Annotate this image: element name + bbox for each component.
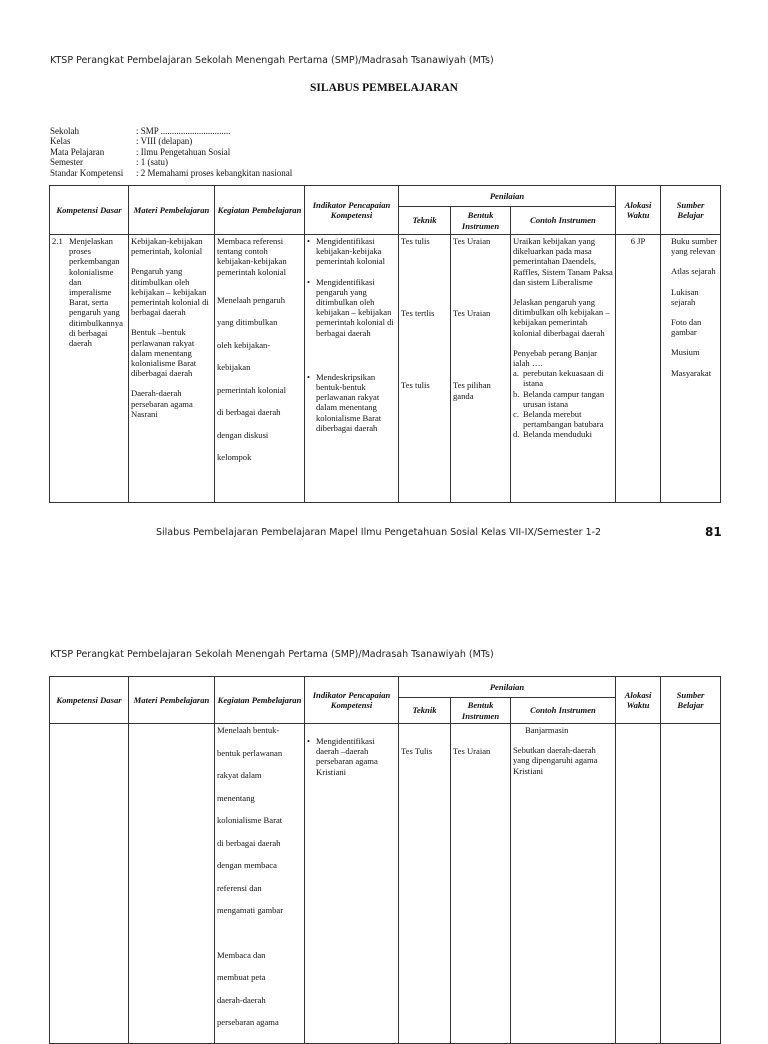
cell-contoh (511, 724, 616, 1044)
indikator-item: Mengidentifikasi daerah –daerah persebaran agama Kristiani (316, 736, 378, 777)
cell-bentuk (451, 724, 511, 1044)
bullet-icon: • (307, 371, 311, 382)
cell-kegiatan (215, 235, 305, 503)
col-bentuk: Bentuk Instrumen (451, 698, 511, 724)
cell-alokasi: 6 JP (616, 235, 661, 503)
col-sumber: Sumber Belajar (661, 186, 721, 235)
kegiatan-line: persebaran agama (217, 1017, 279, 1027)
col-kegiatan: Kegiatan Pembelajaran (215, 186, 305, 235)
meta-value: : VIII (delapan) (136, 136, 193, 147)
cell-materi (129, 724, 215, 1044)
cell-kegiatan (215, 724, 305, 1044)
cell-alokasi (616, 724, 661, 1044)
bullet-icon: • (307, 236, 311, 246)
kegiatan-line: bentuk perlawanan (217, 747, 283, 758)
option-text: Belanda menduduki (523, 429, 592, 440)
kegiatan-line: di berbagai daerah (217, 407, 281, 418)
materi-item: Pengaruh yang ditimbulkan oleh kebijakan – kebijakan pemerintah kolonial di berbagai daerah (131, 266, 209, 318)
col-penilaian: Penilaian (399, 677, 616, 698)
kegiatan-line: Menelaah pengaruh (217, 294, 286, 305)
sumber-item: Foto dan gambar (671, 317, 702, 338)
col-kegiatan: Kegiatan Pembelajaran (215, 677, 305, 724)
meta-value: : 2 Memahami proses kebangkitan nasional (136, 167, 293, 178)
syllabus-table-page2 (49, 676, 721, 1044)
teknik-item: Tes tulis (401, 380, 430, 391)
kegiatan-line: Menelaah bentuk- (217, 725, 280, 735)
option-marker: b. (513, 388, 520, 399)
sumber-item: Musium (671, 347, 700, 358)
syllabus-table-page1 (49, 185, 721, 503)
kegiatan-line: di berbagai daerah (217, 837, 281, 848)
col-contoh: Contoh Instrumen (511, 698, 616, 724)
bentuk-item: Tes Uraian (453, 236, 491, 246)
syllabus-meta (50, 126, 292, 178)
bentuk-item: Tes pilihan ganda (453, 380, 491, 401)
cell-materi (129, 235, 215, 503)
indikator-item: Mengidentifikasi kebijakan-kebijaka pemerintah kolonial (316, 236, 385, 267)
contoh-item: Uraikan kebijakan yang dikeluarkan pada masa pemerintahan Daendels, Raffles, Sistem Tanam Paksa dan sistem Liberalisme (513, 236, 613, 287)
page-footer: Silabus Pembelajaran Pembelajaran Mapel Ilmu Pengetahuan Sosial Kelas VII-IX/Semester 1-2 (156, 527, 602, 538)
kegiatan-line: dengan membaca (217, 860, 277, 870)
contoh-item: Penyebab perang Banjar ialah …. (513, 347, 597, 369)
kegiatan-line: Membaca dan (217, 949, 266, 960)
kd-number: 2.1 (52, 236, 63, 246)
cell-kd (50, 235, 129, 503)
teknik-item: Tes tertlis (401, 308, 435, 319)
col-bentuk: Bentuk Instrumen (451, 207, 511, 235)
option-marker: a. (513, 368, 519, 379)
contoh-item: Jelaskan pengaruh yang ditimbulkan olh kebijakan –kebijakan pemerintah kolonial diberbagai daerah (513, 297, 610, 338)
col-kompetensi-dasar: Kompetensi Dasar (50, 677, 129, 724)
cell-kd (50, 724, 129, 1044)
cell-teknik (399, 724, 451, 1044)
page-title: SILABUS PEMBELAJARAN (310, 82, 458, 94)
cell-sumber (661, 724, 721, 1044)
bentuk-item: Tes Uraian (453, 746, 491, 756)
sumber-item: Lukisan sejarah (671, 286, 699, 307)
kegiatan-line: oleh kebijakan- (217, 339, 271, 350)
option-text: Belanda merebut pertambangan batubara (523, 409, 604, 430)
meta-key: Kelas (50, 136, 71, 147)
materi-item: Daerah-daerah persebaran agama Nasrani (131, 388, 193, 419)
cell-contoh (511, 235, 616, 503)
col-contoh: Contoh Instrumen (511, 207, 616, 235)
col-materi: Materi Pembelajaran (129, 186, 215, 235)
bentuk-item: Tes Uraian (453, 308, 491, 319)
cell-indikator (305, 235, 399, 503)
meta-key: Mata Pelajaran (50, 146, 105, 157)
col-teknik: Teknik (399, 207, 451, 235)
col-penilaian: Penilaian (399, 186, 616, 207)
option-text: Belanda campur tangan urusan istana (523, 388, 605, 409)
teknik-item: Tes tulis (401, 236, 430, 246)
kegiatan-line: kelompok (217, 452, 252, 463)
cell-teknik (399, 235, 451, 503)
option-text: perebutan kekuasaan di istana (523, 368, 604, 389)
bullet-icon: • (307, 276, 311, 287)
col-indikator: Indikator Pencapaian Kompetensi (305, 186, 399, 235)
col-indikator: Indikator Pencapaian Kompetensi (305, 677, 399, 724)
col-teknik: Teknik (399, 698, 451, 724)
option-marker: d. (513, 429, 520, 440)
kegiatan-line: yang ditimbulkan (217, 317, 278, 328)
kegiatan-line: mengamati gambar (217, 905, 284, 915)
cell-bentuk (451, 235, 511, 503)
kegiatan-line: kebijakan (217, 362, 251, 373)
meta-value: : 1 (satu) (136, 157, 168, 168)
kegiatan-line: dengan diskusi (217, 429, 269, 440)
option-marker: c. (513, 409, 519, 420)
kegiatan-line: daerah-daerah (217, 994, 266, 1005)
col-materi: Materi Pembelajaran (129, 677, 215, 724)
document-header-page2: KTSP Perangkat Pembelajaran Sekolah Menengah Pertama (SMP)/Madrasah Tsanawiyah (MTs) (50, 649, 494, 660)
document-header: KTSP Perangkat Pembelajaran Sekolah Menengah Pertama (SMP)/Madrasah Tsanawiyah (MTs) (50, 55, 494, 66)
sumber-item: Atlas sejarah (671, 266, 716, 277)
kegiatan-line: menentang (217, 792, 255, 803)
teknik-item: Tes Tulis (401, 746, 433, 756)
col-alokasi: Alokasi Waktu (616, 186, 661, 235)
cell-sumber (661, 235, 721, 503)
indikator-item: Mengidentifikasi pengaruh yang ditimbulkan oleh kebijakan – kebijakan pemerintah kolonial di berbagai daerah (316, 276, 394, 338)
meta-key: Standar Kompetensi (50, 167, 124, 178)
contoh-item: Sebutkan daerah-daerah yang dipengaruhi agama Kristiani (513, 745, 598, 776)
contoh-item: Banjarmasin (525, 725, 569, 735)
meta-value: : Ilmu Pengetahuan Sosial (136, 146, 231, 157)
col-alokasi: Alokasi Waktu (616, 677, 661, 724)
materi-item: Bentuk –bentuk perlawanan rakyat dalam menentang kolonialisme Barat diberbagai daerah (131, 327, 197, 379)
bullet-icon: • (307, 736, 311, 746)
meta-value: : SMP ............................... (136, 126, 231, 136)
kd-text: Menjelaskan proses perkembangan kolonialisme dan imperalisme Barat, serta pengaruh yang ditimbulkannya di berbagai daerah (69, 236, 123, 349)
kegiatan-line: referensi dan (217, 882, 262, 893)
col-kompetensi-dasar: Kompetensi Dasar (50, 186, 129, 235)
kegiatan-item: Membaca referensi tentang contoh kebijakan-kebijakan pemerintah kolonial (217, 236, 287, 277)
indikator-item: Mendeskripsikan bentuk-bentuk perlawanan rakyat dalam menentang kolonialisme Barat diberbagai daerah (316, 371, 382, 433)
kegiatan-line: pemerintah kolonial (217, 384, 286, 395)
page-number: 81 (705, 525, 722, 539)
meta-key: Sekolah (50, 126, 79, 136)
meta-key: Semester (50, 157, 83, 168)
materi-item: Kebijakan-kebijakan pemerintah, kolonial (131, 236, 203, 257)
kegiatan-line: kolonialisme Barat (217, 815, 283, 825)
kegiatan-line: rakyat dalam (217, 770, 262, 780)
sumber-item: Buku sumber yang relevan (671, 236, 718, 257)
kegiatan-line: membuat peta (217, 972, 266, 982)
cell-indikator (305, 724, 399, 1044)
sumber-item: Masyarakat (671, 367, 712, 378)
col-sumber: Sumber Belajar (661, 677, 721, 724)
